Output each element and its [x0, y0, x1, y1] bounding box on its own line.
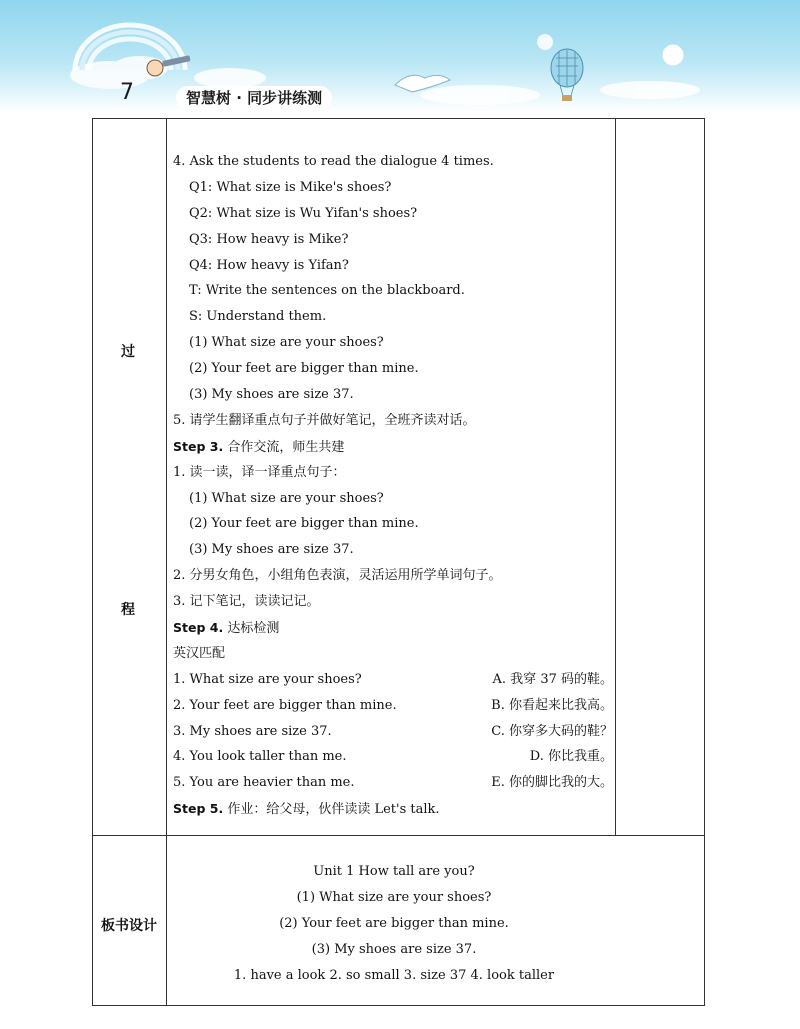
step-label: Step 5.: [173, 801, 224, 817]
match-row: [173, 693, 613, 719]
process-line: (2) Your feet are bigger than mine.: [189, 361, 419, 377]
match-row: [173, 667, 613, 693]
column-divider-left: [166, 119, 167, 1005]
match-english: 4. You look taller than me.: [173, 749, 347, 765]
match-chinese: B. 你看起来比我高。: [491, 697, 613, 713]
process-line: 1. 读一读，译一译重点句子：: [173, 464, 346, 480]
process-line: Q1: What size is Mike's shoes?: [189, 179, 392, 195]
process-line: (2) Your feet are bigger than mine.: [189, 516, 419, 532]
book-title: 智慧树 · 同步讲练测: [176, 86, 332, 110]
process-line: Q2: What size is Wu Yifan's shoes?: [189, 205, 418, 221]
board-sentence: (2) Your feet are bigger than mine.: [279, 916, 509, 931]
match-english: 2. Your feet are bigger than mine.: [173, 697, 397, 713]
blackboard-design: [169, 859, 619, 989]
sun-icon: [663, 45, 683, 65]
page-number: 7: [120, 80, 134, 105]
match-row: [173, 770, 613, 796]
row-label-board-design: 板书设计: [101, 918, 157, 934]
process-line: Q3: How heavy is Mike?: [189, 231, 349, 247]
board-sentence: (3) My shoes are size 37.: [311, 942, 477, 957]
process-line: (1) What size are your shoes?: [189, 335, 384, 351]
process-content: [173, 149, 613, 822]
process-line: (1) What size are your shoes?: [189, 490, 384, 506]
process-line: 2. 分男女角色，小组角色表演，灵活运用所学单词句子。: [173, 568, 502, 584]
step-3-heading: [173, 434, 613, 460]
process-line: S: Understand them.: [189, 309, 327, 325]
process-line: 3. 记下笔记，读读记记。: [173, 594, 320, 610]
match-english: 1. What size are your shoes?: [173, 671, 362, 687]
match-chinese: A. 我穿 37 码的鞋。: [492, 671, 613, 687]
match-chinese: D. 你比我重。: [529, 749, 613, 765]
step-4-heading: [173, 615, 613, 641]
process-line: (3) My shoes are size 37.: [189, 542, 354, 558]
row-divider: [93, 835, 704, 836]
process-line: 英汉匹配: [173, 645, 226, 661]
step-label: Step 3.: [173, 438, 224, 454]
lesson-table: [92, 118, 705, 1006]
hot-air-balloon-icon: [551, 49, 583, 101]
process-line: T: Write the sentences on the blackboard.: [189, 283, 465, 299]
step-text: 达标检测: [223, 621, 280, 637]
match-english: 5. You are heavier than me.: [173, 775, 355, 791]
board-sentence: (1) What size are your shoes?: [296, 890, 492, 905]
match-english: 3. My shoes are size 37.: [173, 723, 332, 739]
board-title: Unit 1 How tall are you?: [313, 864, 475, 879]
match-row: [173, 719, 613, 745]
step-5-heading: [173, 796, 613, 822]
process-line: Q4: How heavy is Yifan?: [189, 257, 349, 273]
bubble-icon: [537, 34, 553, 50]
process-line: 5. 请学生翻译重点句子并做好笔记，全班齐读对话。: [173, 412, 476, 428]
row-label-cheng: 程: [121, 602, 135, 618]
process-line: 4. Ask the students to read the dialogue 4 times.: [173, 154, 494, 169]
step-label: Step 4.: [173, 620, 224, 636]
board-words: 1. have a look 2. so small 3. size 37 4. look taller: [233, 968, 555, 983]
match-chinese: C. 你穿多大码的鞋？: [491, 723, 613, 739]
column-divider-right: [615, 119, 616, 835]
step-text: 合作交流，师生共建: [223, 439, 345, 455]
match-row: [173, 744, 613, 770]
match-chinese: E. 你的脚比我的大。: [491, 775, 613, 791]
row-label-guo: 过: [121, 344, 135, 360]
header-banner: [0, 0, 800, 112]
process-line: (3) My shoes are size 37.: [189, 387, 354, 403]
step-text: 作业：给父母，伙伴读读 Let's talk.: [223, 802, 440, 818]
